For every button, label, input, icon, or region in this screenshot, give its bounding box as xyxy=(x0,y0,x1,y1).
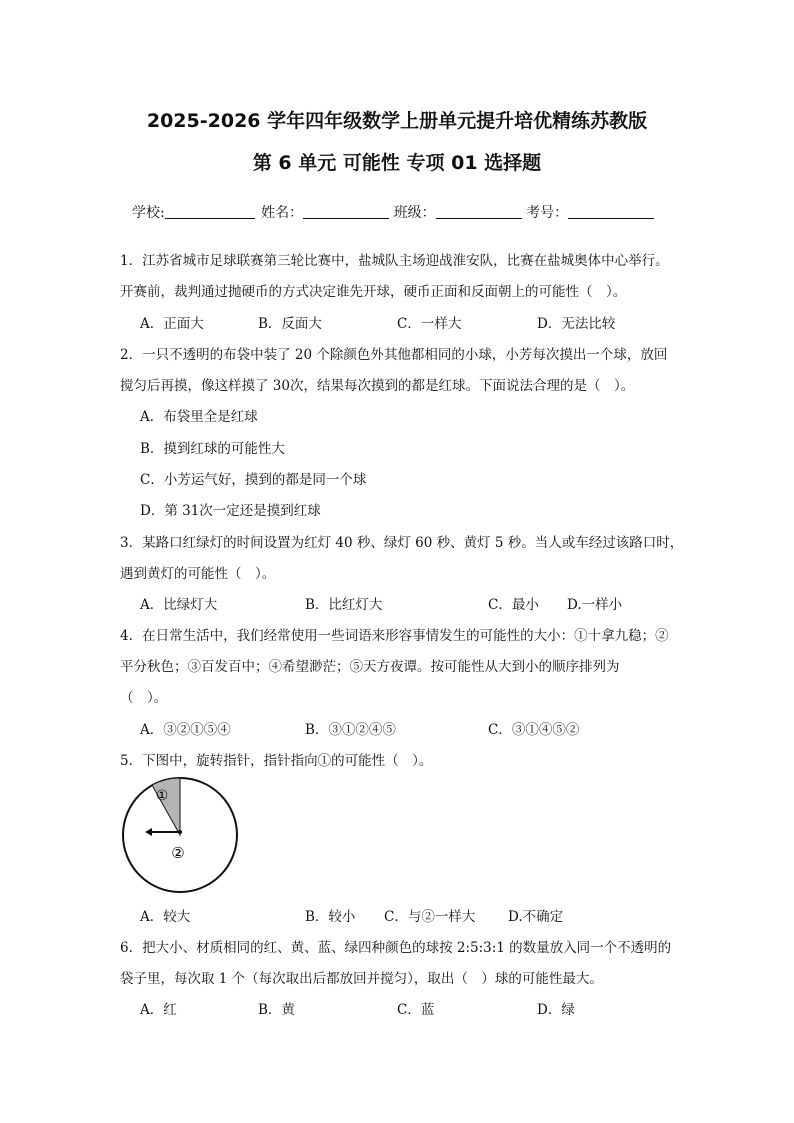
pointer-center xyxy=(178,830,182,834)
q5-option-c: C．与②一样大 xyxy=(384,909,476,925)
q6-option-d: D．绿 xyxy=(537,1002,575,1018)
q6-line-2: 袋子里，每次取 1 个（每次取出后都放回并搅匀），取出（ ）球的可能性最大。 xyxy=(120,971,603,987)
q1-option-d: D．无法比较 xyxy=(537,316,616,332)
q2-option-d: D．第 31次一定还是摸到红球 xyxy=(140,503,321,519)
q3-option-c: C．最小 xyxy=(488,597,539,613)
q6-line-1: 6．把大小、材质相同的红、黄、蓝、绿四种颜色的球按 2:5:3:1 的数量放入同一个不透明的 xyxy=(120,940,672,956)
q6-option-b: B．黄 xyxy=(258,1002,295,1018)
spinner-figure xyxy=(121,776,241,896)
q4-option-a: A．③②①⑤④ xyxy=(140,722,231,738)
q1-line-2: 开赛前，裁判通过抛硬币的方式决定谁先开球，硬币正面和反面朝上的可能性（ ）。 xyxy=(120,284,627,300)
exam-number-label: 考号： xyxy=(526,205,569,221)
q1-line-1: 1．江苏省城市足球联赛第三轮比赛中，盐城队主场迎战淮安队，比赛在盐城奥体中心举行。 xyxy=(120,253,669,269)
q4-option-c: C．③①④⑤② xyxy=(488,722,580,738)
q4-line-2: 平分秋色；③百发百中；④希望渺茫；⑤天方夜谭。按可能性从大到小的顺序排列为 xyxy=(120,659,620,675)
sector-2-label: ② xyxy=(171,844,185,862)
q1-option-a: A．正面大 xyxy=(140,316,204,332)
q5-option-d: D.不确定 xyxy=(508,909,564,925)
q2-option-b: B．摸到红球的可能性大 xyxy=(140,441,285,457)
q2-line-2: 搅匀后再摸，像这样摸了 30次，结果每次摸到的都是红球。下面说法合理的是（ ）。 xyxy=(120,378,635,394)
class-label: 班级： xyxy=(393,205,436,221)
q2-option-c: C．小芳运气好，摸到的都是同一个球 xyxy=(140,472,367,488)
exam-number-blank xyxy=(568,204,654,219)
q3-option-d: D.一样小 xyxy=(567,597,623,613)
q4-line-3: （ ）。 xyxy=(120,690,168,706)
school-blank xyxy=(165,204,255,219)
q3-option-b: B．比红灯大 xyxy=(305,597,383,613)
q5-option-b: B．较小 xyxy=(305,909,356,925)
name-label: 姓名： xyxy=(261,205,304,221)
q2-option-a: A．布袋里全是红球 xyxy=(140,409,258,425)
q3-line-2: 遇到黄灯的可能性（ ）。 xyxy=(120,566,276,582)
q4-option-b: B．③①②④⑤ xyxy=(305,722,396,738)
q3-line-1: 3．某路口红绿灯的时间设置为红灯 40 秒、绿灯 60 秒、黄灯 5 秒。当人或车经过该路口时， xyxy=(120,535,684,551)
q4-line-1: 4．在日常生活中，我们经常使用一些词语来形容事情发生的可能性的大小：①十拿九稳；② xyxy=(120,628,669,644)
page-title: 2025-2026 学年四年级数学上册单元提升培优精练苏教版 xyxy=(146,110,648,132)
q5-line-1: 5．下图中，旋转指针，指针指向①的可能性（ ）。 xyxy=(120,753,433,769)
q1-option-c: C．一样大 xyxy=(397,316,462,332)
page-subtitle: 第 6 单元 可能性 专项 01 选择题 xyxy=(252,152,542,174)
q6-option-a: A．红 xyxy=(140,1002,177,1018)
class-blank xyxy=(436,204,522,219)
sector-1-label: ① xyxy=(155,788,169,804)
q6-option-c: C．蓝 xyxy=(397,1002,435,1018)
student-info-line xyxy=(132,202,654,222)
q3-option-a: A．比绿灯大 xyxy=(140,597,218,613)
q2-line-1: 2．一只不透明的布袋中装了 20 个除颜色外其他都相同的小球，小芳每次摸出一个球，放回 xyxy=(120,347,668,363)
name-blank xyxy=(303,204,389,219)
q1-option-b: B．反面大 xyxy=(258,316,322,332)
school-label: 学校: xyxy=(132,205,165,221)
q5-option-a: A．较大 xyxy=(140,909,191,925)
